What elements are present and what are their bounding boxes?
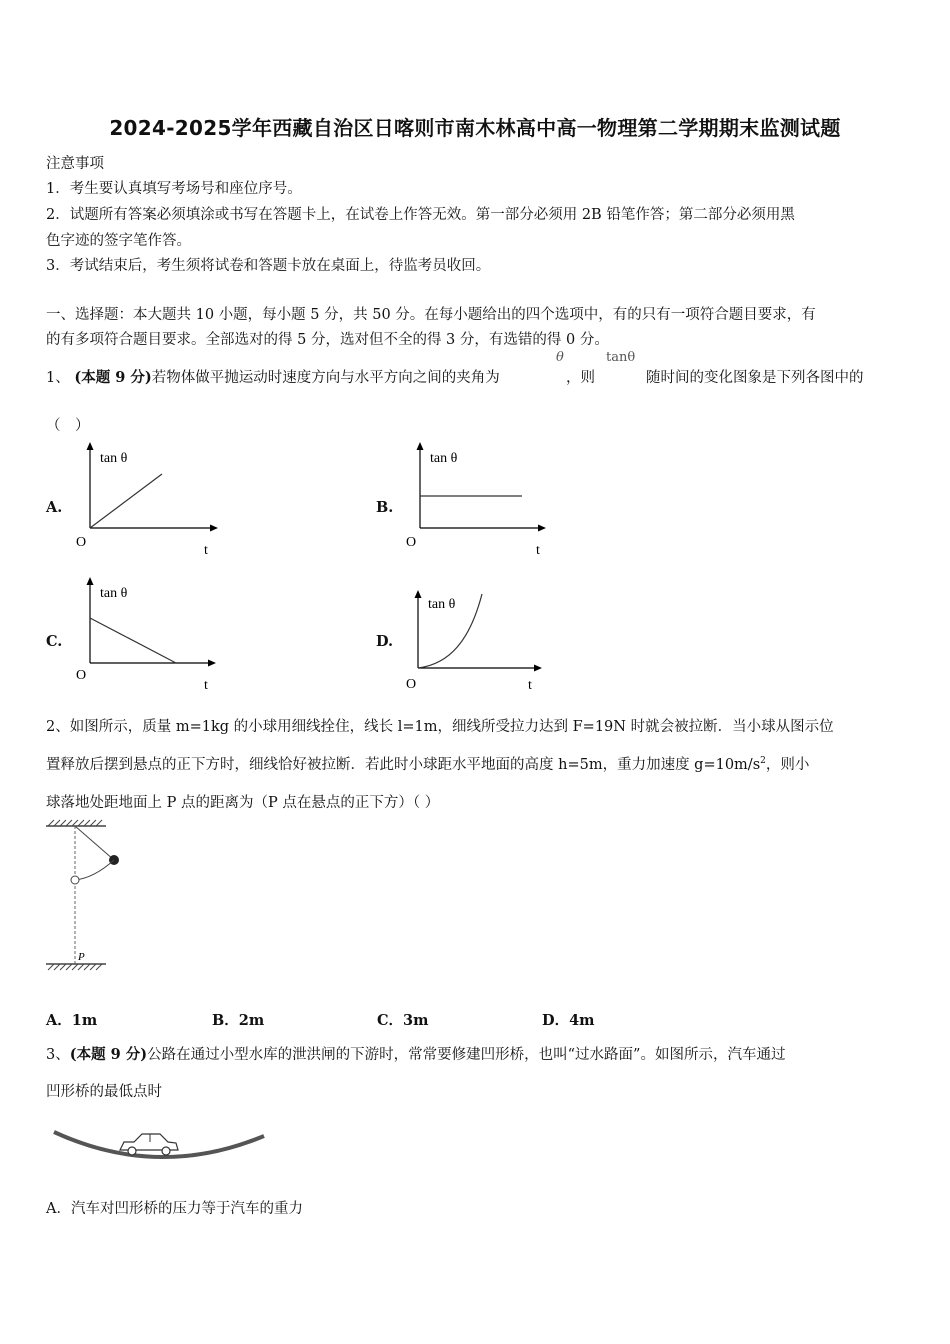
graph-line	[90, 618, 176, 663]
notice-item: 1．考生要认真填写考场号和座位序号。	[46, 181, 302, 197]
notice-item: 2．试题所有答案必须填涂或书写在答题卡上，在试卷上作答无效。第一部分必须用 2B 铅笔作答；第二部分必须用黑	[46, 207, 795, 223]
y-label: tan θ	[100, 586, 128, 601]
notice-item: 色字迹的签字笔作答。	[46, 233, 191, 249]
q1-tan-symbol: tanθ	[606, 350, 636, 365]
q1-number: 1、	[46, 370, 70, 386]
q1-option-d-label[interactable]: D.	[376, 633, 394, 650]
origin-label: O	[406, 535, 417, 550]
q3-line2: 凹形桥的最低点时	[46, 1084, 162, 1100]
q3-line1: 3、(本题 9 分)公路在通过小型水库的泄洪闸的下游时，常常要修建凹形桥，也叫“过水路面”。如图所示，汽车通过	[46, 1046, 786, 1063]
q2-pendulum-figure	[42, 816, 122, 974]
origin-label: O	[76, 668, 87, 683]
y-axis-arrow-icon	[417, 442, 424, 450]
x-label: t	[204, 678, 208, 693]
q2-line2: 置释放后摆到悬点的正下方时，细线恰好被拉断．若此时小球距水平地面的高度 h=5m，重力加速度 $g=10m/s^2$，则小	[46, 756, 810, 773]
page-title: 2024-2025学年西藏自治区日喀则市南木林高中高一物理第二学期期末监测试题	[109, 116, 841, 140]
q1-option-a-label[interactable]: A.	[46, 499, 63, 516]
q1-text-b: ，则	[566, 370, 595, 386]
q2-option-a[interactable]: A．1m	[46, 1012, 98, 1029]
q1-graph-d	[400, 584, 560, 699]
y-label: tan θ	[430, 451, 458, 466]
q1-text-c: 随时间的变化图象是下列各图中的	[646, 370, 864, 386]
car-icon	[120, 1134, 178, 1155]
string-line	[75, 826, 114, 860]
section-intro-line2: 的有多项符合题目要求。全部选对的得 5 分，选对但不全的得 3 分，有选错的得 0 分。	[46, 332, 609, 348]
q2-option-b[interactable]: B．2m	[212, 1012, 265, 1029]
q2-line1: 2、如图所示，质量 m=1kg 的小球用细线拴住，线长 l=1m，细线所受拉力达到 F=19N 时就会被拉断．当小球从图示位	[46, 719, 834, 735]
q1-option-c-label[interactable]: C.	[46, 633, 63, 650]
x-label: t	[528, 678, 532, 693]
x-axis-arrow-icon	[208, 660, 216, 667]
q1-option-b-label[interactable]: B.	[376, 499, 394, 516]
y-axis-arrow-icon	[87, 442, 94, 450]
notice-item: 3．考试结束后，考生须将试卷和答题卡放在桌面上，待监考员收回。	[46, 258, 491, 274]
q2-option-c[interactable]: C．3m	[377, 1012, 429, 1029]
q1-text-a: 若物体做平抛运动时速度方向与水平方向之间的夹角为	[151, 370, 500, 386]
origin-label: O	[76, 535, 87, 550]
y-label: tan θ	[100, 451, 128, 466]
q2-option-d[interactable]: D．4m	[542, 1012, 595, 1029]
q1-graph-a	[70, 440, 230, 565]
x-label: t	[204, 543, 208, 558]
y-label: tan θ	[428, 597, 456, 612]
notice-heading: 注意事项	[46, 156, 104, 172]
q1-score: (本题 9 分)	[74, 369, 152, 386]
section-intro-line1: 一、选择题：本大题共 10 小题，每小题 5 分，共 50 分。在每小题给出的四个选项中，有的只有一项符合题目要求，有	[46, 307, 816, 323]
x-axis-arrow-icon	[210, 525, 218, 532]
ceiling-hatch	[48, 820, 102, 826]
lowest-point	[71, 876, 79, 884]
q1-graph-b	[400, 440, 560, 565]
q1-paren: （ ）	[46, 418, 90, 434]
p-label: P	[78, 951, 85, 963]
q3-bridge-figure	[50, 1122, 268, 1166]
y-axis-arrow-icon	[415, 590, 422, 598]
q1-stem	[46, 366, 500, 387]
ground-hatch	[48, 964, 102, 970]
q2-line3: 球落地处距地面上 P 点的距离为（P 点在悬点的正下方）（ ）	[46, 795, 440, 811]
graph-line	[90, 474, 162, 528]
q1-graph-c	[70, 575, 230, 700]
origin-label: O	[406, 677, 417, 692]
y-axis-arrow-icon	[87, 577, 94, 585]
q1-theta-symbol: θ	[556, 350, 564, 365]
swing-arc	[75, 860, 114, 880]
x-label: t	[536, 543, 540, 558]
q3-option-a[interactable]: A．汽车对凹形桥的压力等于汽车的重力	[46, 1201, 303, 1217]
x-axis-arrow-icon	[538, 525, 546, 532]
x-axis-arrow-icon	[534, 665, 542, 672]
